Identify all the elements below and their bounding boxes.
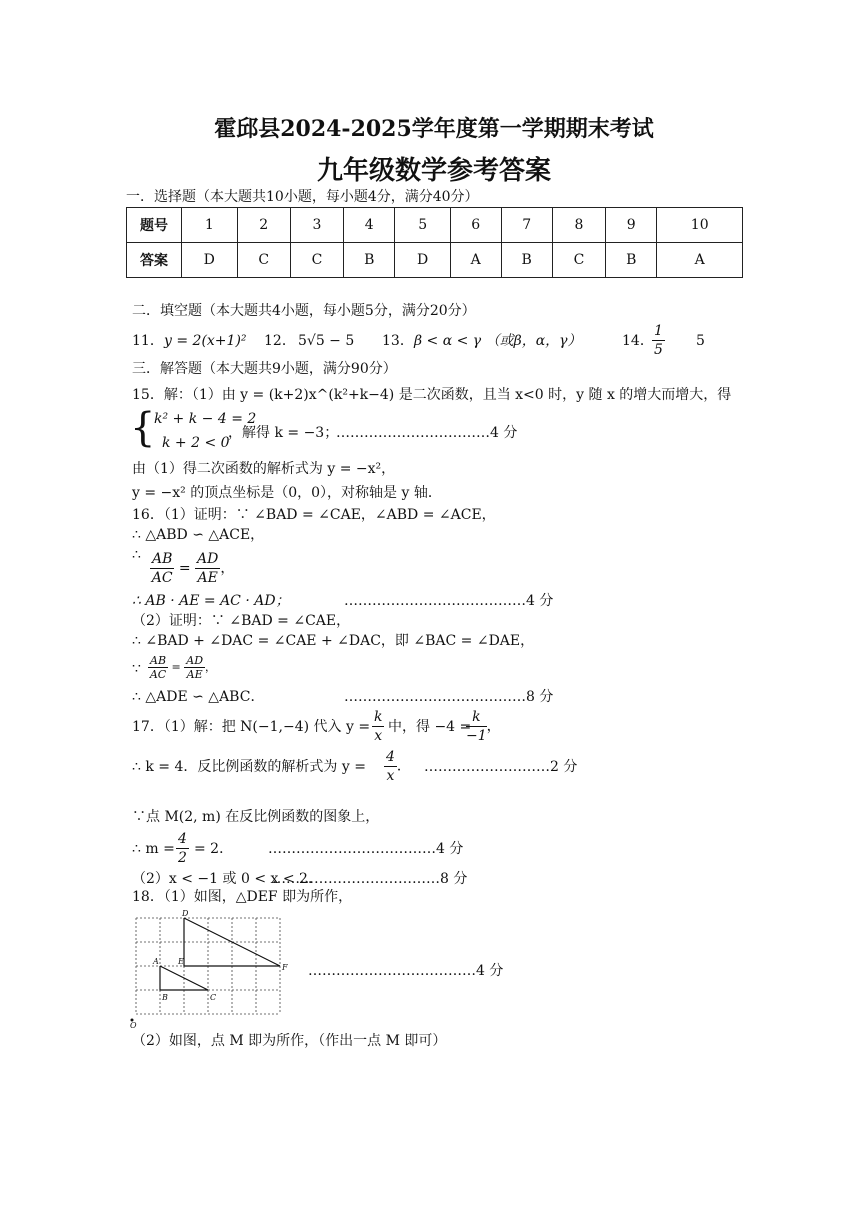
section2-heading: 二．填空题（本大题共4小题，每小题5分，满分20分） <box>132 303 476 319</box>
label-b: B <box>162 993 168 1002</box>
fraction-numerator: 4 <box>386 749 395 765</box>
q16-ratio-small: $\frac{AB}{AC}$ = $\frac{AD}{AE}$ ， <box>149 654 217 681</box>
table-cell: 10 <box>657 208 743 243</box>
q16-line3-prefix: ∴ <box>132 547 141 563</box>
table-cell: D <box>182 243 238 278</box>
table-cell: B <box>501 243 552 278</box>
table-cell: B <box>606 243 657 278</box>
fraction-numerator: AD <box>186 654 204 667</box>
fraction-numerator: AD <box>197 551 219 567</box>
label-c: C <box>210 993 217 1002</box>
q14-fraction <box>652 322 665 359</box>
table-cell: 1 <box>182 208 238 243</box>
q15-system-eq2: k + 2 < 0 <box>162 435 230 451</box>
q17-score2: ………………………………4 分 <box>268 841 464 857</box>
q15-system-eq1: k² + k − 4 = 2 <box>154 411 257 427</box>
table-cell: A <box>657 243 743 278</box>
table-cell: 9 <box>606 208 657 243</box>
row-label-number: 题号 <box>127 208 182 243</box>
q14-numerator: 1 <box>654 323 663 339</box>
q17-line1-a: 17．（1）解：把 N(−1,−4) 代入 y = <box>132 719 371 735</box>
q17-frac-4x: $\frac{4}{x}$ ． <box>386 749 411 784</box>
q17-line4-a: ∴ m = <box>132 841 175 857</box>
table-cell: 6 <box>450 208 501 243</box>
q16-line1: 16．（1）证明：∵ ∠BAD = ∠CAE，∠ABD = ∠ACE， <box>132 507 496 523</box>
table-cell: C <box>237 243 290 278</box>
exam-title: 霍邱县2024-2025学年度第一学期期末考试 <box>214 116 654 142</box>
q15-score: ……………………………4 分 <box>336 425 518 441</box>
q11-answer: y = 2(x+1)² <box>164 333 247 349</box>
table-cell: 8 <box>552 208 605 243</box>
q15-line4: y = −x² 的顶点坐标是（0，0），对称轴是 y 轴． <box>132 485 442 501</box>
q17-line4-b: = 2． <box>194 841 234 857</box>
q16-score1: …………………………………4 分 <box>344 593 554 609</box>
fraction-denominator: x <box>386 768 395 784</box>
fraction-denominator: −1 <box>466 728 487 744</box>
table-cell: B <box>344 243 395 278</box>
label-f: F <box>282 963 288 972</box>
q16-line7-prefix: ∵ <box>132 661 141 677</box>
q17-line1-b: 中，得 −4 = <box>388 719 472 735</box>
fraction-numerator: 4 <box>178 831 187 847</box>
table-cell: D <box>395 243 451 278</box>
table-cell: 3 <box>290 208 343 243</box>
fraction-denominator: 2 <box>178 850 187 866</box>
table-cell: C <box>290 243 343 278</box>
label-o: O <box>130 1021 137 1030</box>
table-row-numbers <box>127 208 743 243</box>
table-cell: 7 <box>501 208 552 243</box>
triangles <box>160 918 280 990</box>
q12-answer: 5√5 − 5 <box>298 333 355 349</box>
q17-frac-4-2 <box>176 830 189 867</box>
label-a: A <box>153 957 159 966</box>
table-cell: A <box>450 243 501 278</box>
system-brace: { <box>130 405 156 451</box>
fraction-denominator: AC <box>149 668 167 681</box>
q14-label: 14． <box>622 333 654 349</box>
fraction-denominator: AC <box>151 570 173 586</box>
q17-score1: ………………………2 分 <box>424 759 578 775</box>
table-row-answers <box>127 243 743 278</box>
section3-heading: 三．解答题（本大题共9小题，满分90分） <box>132 361 397 377</box>
answer-key-title: 九年级数学参考答案 <box>316 156 551 186</box>
fraction-denominator: AE <box>186 668 203 681</box>
q14-answer-b: 5 <box>696 333 705 349</box>
q16-line5: （2）证明：∵ ∠BAD = ∠CAE， <box>132 613 351 629</box>
q16-ratio: $\frac{AB}{AC}$ = $\frac{AD}{AE}$ ， <box>151 551 235 586</box>
q17-line5: （2）x < −1 或 0 < x < 2． <box>132 871 322 887</box>
q16-line2: ∴ △ABD ∽ △ACE， <box>132 527 265 543</box>
q15-solve: ，解得 k = −3； <box>228 425 339 441</box>
q15-line3: 由（1）得二次函数的解析式为 y = −x²， <box>132 461 396 477</box>
table-cell: 4 <box>344 208 395 243</box>
q17-frac-kx <box>372 708 384 745</box>
q18-line1: 18．（1）如图，△DEF 即为所作， <box>132 889 353 905</box>
choice-answer-table <box>126 207 743 278</box>
table-cell: 2 <box>237 208 290 243</box>
fraction-denominator: x <box>374 728 383 744</box>
label-e: E <box>178 957 184 966</box>
fraction-denominator: AE <box>197 570 218 586</box>
q17-line2-a: ∴ k = 4．反比例函数的解析式为 y = <box>132 759 366 775</box>
q16-line6: ∴ ∠BAD + ∠DAC = ∠CAE + ∠DAC，即 ∠BAC = ∠DAE， <box>132 633 535 649</box>
q17-line3: ∵点 M(2, m) 在反比例函数的图象上， <box>132 809 380 825</box>
q18-score1: ………………………………4 分 <box>308 963 504 979</box>
q13-label: 13． <box>382 333 414 349</box>
table-cell: C <box>552 243 605 278</box>
table-cell: 5 <box>395 208 451 243</box>
q11-label: 11． <box>132 333 164 349</box>
fraction-numerator: AB <box>150 654 167 667</box>
q15-line1: 15．解：（1）由 y = (k+2)x^(k²+k−4) 是二次函数，且当 x<0 时，y 随 x 的增大而增大，得 <box>132 387 732 403</box>
q16-score2: …………………………………8 分 <box>344 689 554 705</box>
q17-score3: ………………………………8 分 <box>272 871 468 887</box>
fraction-numerator: k <box>374 709 383 725</box>
q16-line4: ∴ AB · AE = AC · AD； <box>132 593 290 609</box>
q12-label: 12． <box>264 333 296 349</box>
fraction-numerator: AB <box>152 551 173 567</box>
fraction-numerator: k <box>466 708 487 727</box>
label-d: D <box>182 909 189 918</box>
q18-grid-figure <box>128 908 298 1030</box>
section1-heading: 一．选择题（本大题共10小题，每小题4分，满分40分） <box>126 189 479 205</box>
q18-line2: （2）如图，点 M 即为所作，（作出一点 M 即可） <box>132 1033 447 1049</box>
q17-frac-k-neg1: $\frac{k}{-1}$ ， <box>466 709 501 744</box>
q14-denominator: 5 <box>654 342 663 358</box>
q16-line8: ∴ △ADE ∽ △ABC． <box>132 689 265 705</box>
row-label-answer: 答案 <box>127 243 182 278</box>
q13-answer: β < α < γ （或β，α，γ） <box>414 333 582 349</box>
